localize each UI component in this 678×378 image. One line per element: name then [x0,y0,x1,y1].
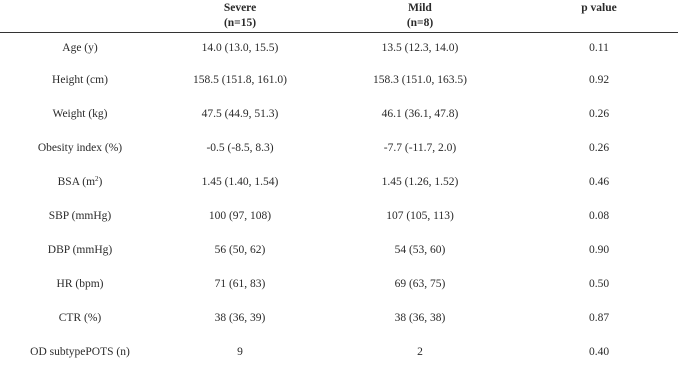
row-label: HR (bpm) [56,278,104,290]
table-row [0,301,678,335]
header-severe-title: Severe [223,2,257,14]
severe-value: 9 [237,346,243,358]
severe-value: 71 (61, 83) [214,278,266,290]
table-row [0,97,678,131]
row-label: DBP (mmHg) [47,244,113,256]
severe-value: 38 (36, 39) [214,312,266,324]
p-value: 0.08 [588,210,610,222]
table-row [0,33,678,64]
header-severe-n: (n=15) [223,17,257,29]
mild-value: -7.7 (-11.7, 2.0) [383,142,457,154]
mild-value: 158.3 (151.0, 163.5) [373,74,467,86]
p-value: 0.50 [588,278,610,290]
header-severe [160,0,320,33]
row-label: Obesity index (%) [37,142,123,154]
severe-value: 56 (50, 62) [214,244,266,256]
table-row [0,165,678,199]
row-label: Age (y) [62,42,98,54]
p-value: 0.11 [589,42,609,54]
table-row [0,267,678,301]
mild-value: 2 [417,346,423,358]
p-value: 0.40 [588,346,610,358]
header-row [0,0,678,33]
row-label: CTR (%) [58,312,102,324]
header-mild-n: (n=8) [406,17,434,29]
header-variable-line1 [0,0,160,1]
p-value: 0.26 [588,108,610,120]
mild-value: 69 (63, 75) [394,278,446,290]
row-label: Weight (kg) [52,108,108,120]
severe-value: 100 (97, 108) [208,210,272,222]
mild-value: 1.45 (1.26, 1.52) [381,176,459,188]
table-body [0,33,678,370]
p-value: 0.26 [588,142,610,154]
mild-value: 13.5 (12.3, 14.0) [381,42,459,54]
row-label: SBP (mmHg) [48,210,112,222]
severe-value: 47.5 (44.9, 51.3) [201,108,279,120]
row-label [0,165,160,199]
severe-value: 1.45 (1.40, 1.54) [201,176,279,188]
header-variable [0,0,160,33]
table-row [0,199,678,233]
mild-value: 107 (105, 113) [386,210,454,222]
table-row [0,131,678,165]
p-value: 0.87 [588,312,610,324]
header-mild [320,0,520,33]
severe-value: -0.5 (-8.5, 8.3) [206,142,274,154]
mild-value: 54 (53, 60) [394,244,446,256]
row-label-superscript: 2 [95,175,99,183]
header-p-value [520,0,678,33]
severe-value: 14.0 (13.0, 15.5) [201,42,279,54]
mild-value: 38 (36, 38) [394,312,446,324]
table-row [0,233,678,267]
severe-value: 158.5 (151.8, 161.0) [193,74,287,86]
p-value: 0.90 [588,244,610,256]
row-label-main: BSA (m [57,176,96,188]
row-label: OD subtypePOTS (n) [30,346,130,358]
p-value: 0.92 [588,74,610,86]
header-p-value-title: p value [581,2,617,14]
p-value: 0.46 [588,176,610,188]
table-row [0,335,678,369]
row-label: Height (cm) [52,74,108,86]
table-row [0,63,678,97]
header-mild-title: Mild [408,2,432,14]
table-header [0,0,678,33]
mild-value: 46.1 (36.1, 47.8) [381,108,459,120]
row-label-end: ) [98,176,103,188]
